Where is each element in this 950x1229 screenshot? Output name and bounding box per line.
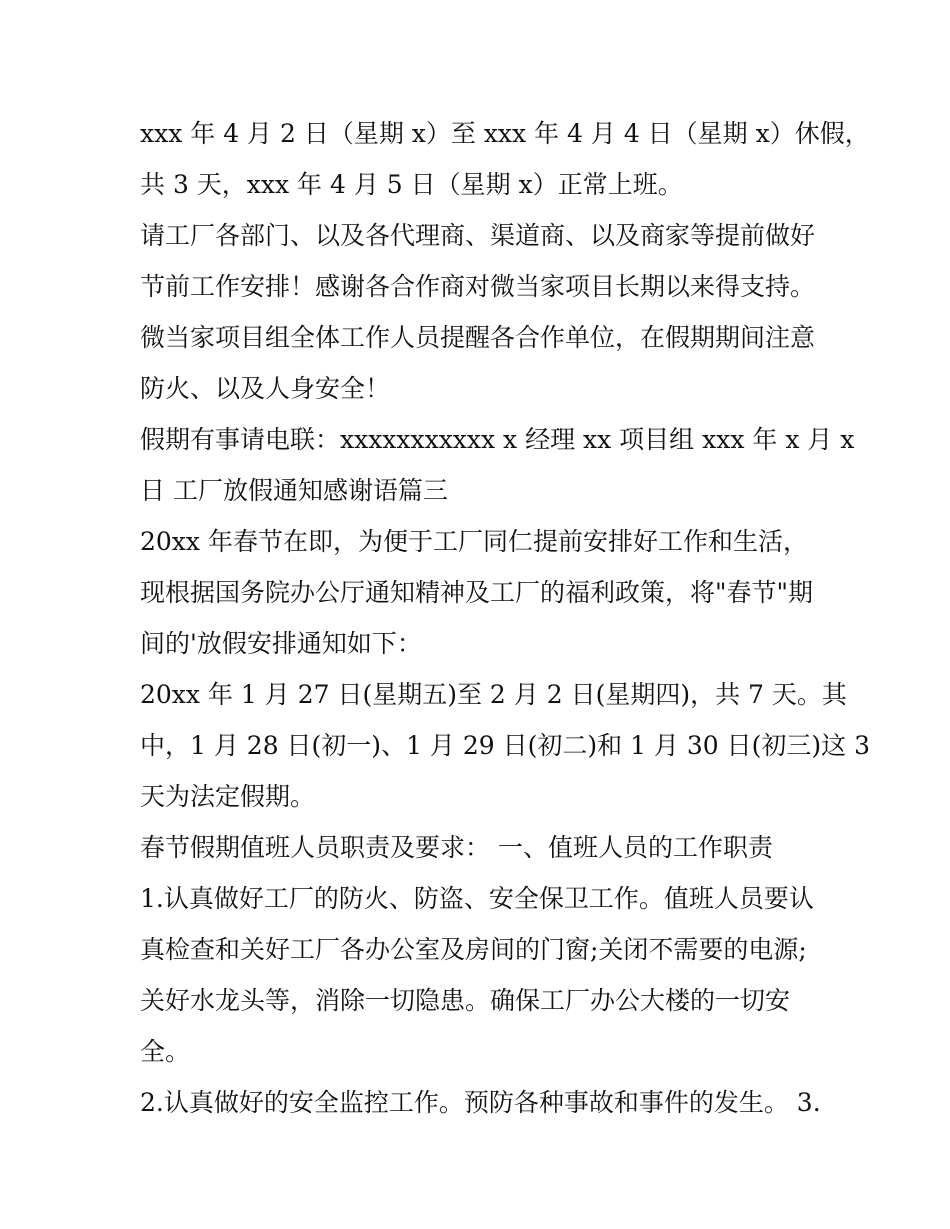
text-line-19: 全。 [140,1037,191,1066]
text-line-5: 微当家项目组全体工作人员提醒各合作单位，在假期期间注意 [140,323,816,352]
text-line-16: 1.认真做好工厂的防火、防盗、安全保卫工作。值班人员要认 [140,884,814,913]
text-line-11: 间的'放假安排通知如下： [140,629,422,658]
text-line-14: 天为法定假期。 [140,782,316,811]
text-line-9: 20xx 年春节在即，为便于工厂同仁提前安排好工作和生活， [140,527,808,556]
text-line-17: 真检查和关好工厂各办公室及房间的门窗;关闭不需要的电源; [140,935,807,964]
text-line-20: 2.认真做好的安全监控工作。预防各种事故和事件的发生。 3. [140,1088,821,1117]
text-line-10: 现根据国务院办公厅通知精神及工厂的福利政策，将"春节"期 [140,578,814,607]
text-line-15: 春节假期值班人员职责及要求： 一、值班人员的工作职责 [140,833,773,862]
text-line-7: 假期有事请电联：xxxxxxxxxxx x 经理 xx 项目组 xxx 年 x 月 x [140,425,855,454]
document-body [140,108,870,1128]
text-line-1: xxx 年 4 月 2 日（星期 x）至 xxx 年 4 月 4 日（星期 x）休假， [140,119,870,148]
text-line-4: 节前工作安排！感谢各合作商对微当家项目长期以来得支持。 [140,272,816,301]
text-line-12: 20xx 年 1 月 27 日(星期五)至 2 月 2 日(星期四)，共 7 天。其 [140,680,847,709]
text-line-2: 共 3 天，xxx 年 4 月 5 日（星期 x）正常上班。 [140,170,683,199]
text-line-8: 日 工厂放假通知感谢语篇三 [140,476,448,505]
text-line-18: 关好水龙头等，消除一切隐患。确保工厂办公大楼的一切安 [140,986,791,1015]
text-line-3: 请工厂各部门、以及各代理商、渠道商、以及商家等提前做好 [140,221,816,250]
text-line-6: 防火、以及人身安全！ [140,374,391,403]
text-line-13: 中，1 月 28 日(初一)、1 月 29 日(初二)和 1 月 30 日(初三)这 3 [140,731,870,760]
